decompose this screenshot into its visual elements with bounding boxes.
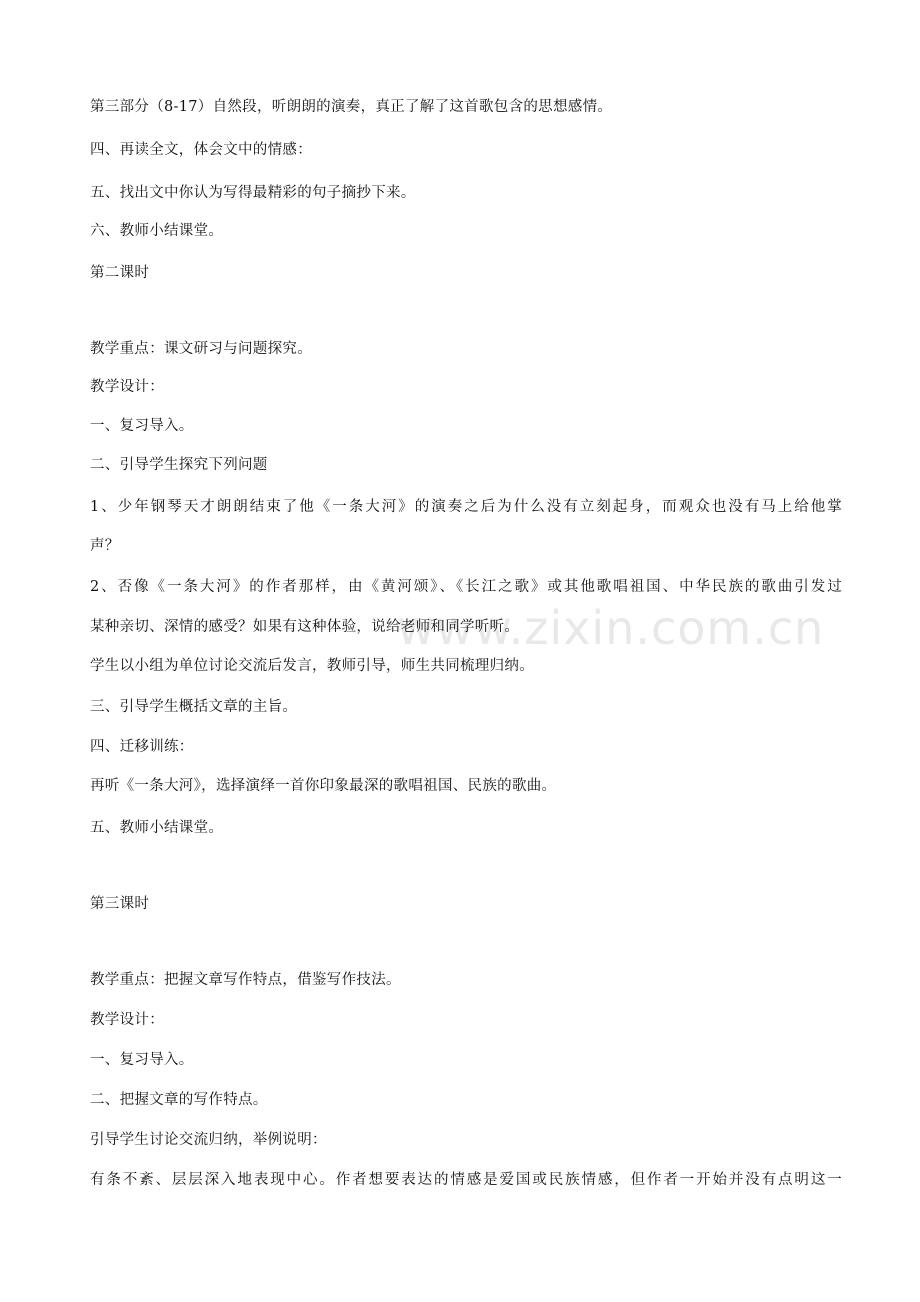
lesson-two-heading: 第二课时 — [90, 265, 150, 281]
question-two-line-two: 某种亲切、深情的感受？如果有这种体验，说给老师和同学听听。 — [90, 619, 520, 635]
lesson-three-focus: 教学重点：把握文章写作特点，借鉴写作技法。 — [90, 972, 401, 988]
step-six-summary: 六、教师小结课堂。 — [90, 223, 224, 239]
transfer-practice-text: 再听《一条大河》，选择演绎一首你印象最深的歌唱祖国、民族的歌曲。 — [90, 778, 557, 794]
lesson-three-step-two: 二、把握文章的写作特点。 — [90, 1092, 268, 1108]
lesson-three-heading: 第三课时 — [90, 896, 150, 912]
step-five-excerpt: 五、找出文中你认为写得最精彩的句子摘抄下来。 — [90, 185, 416, 201]
lesson-two-step-three: 三、引导学生概括文章的主旨。 — [90, 699, 298, 715]
lesson-two-step-two: 二、引导学生探究下列问题 — [90, 457, 268, 473]
lesson-two-step-four: 四、迁移训练： — [90, 739, 194, 755]
lesson-two-step-five: 五、教师小结课堂。 — [90, 820, 224, 836]
lesson-two-focus: 教学重点：课文研习与问题探究。 — [90, 341, 312, 357]
lesson-three-analysis: 有条不紊、层层深入地表现中心。作者想要表达的情感是爱国或民族情感，但作者一开始并没有点明这一 — [90, 1172, 842, 1188]
step-four-reread: 四、再读全文，体会文中的情感： — [90, 142, 312, 158]
question-one-line-one: 1、少年钢琴天才朗朗结束了他《一条大河》的演奏之后为什么没有立刻起身，而观众也没有马上给他掌 — [90, 499, 842, 515]
group-discussion-note: 学生以小组为单位讨论交流后发言，教师引导，师生共同梳理归纳。 — [90, 658, 534, 674]
lesson-three-design-label: 教学设计： — [90, 1012, 164, 1028]
lesson-two-design-label: 教学设计： — [90, 379, 164, 395]
lesson-three-guide: 引导学生讨论交流归纳，举例说明： — [90, 1132, 327, 1148]
lesson-three-step-one: 一、复习导入。 — [90, 1052, 194, 1068]
lesson-two-step-one: 一、复习导入。 — [90, 418, 194, 434]
question-two-line-one: 2、否像《一条大河》的作者那样，由《黄河颂》、《长江之歌》或其他歌唱祖国、中华民族的歌曲引发过 — [90, 579, 842, 595]
question-one-line-two: 声？ — [90, 538, 120, 554]
watermark: www.zixin.com.cn — [397, 601, 825, 655]
paragraph-part-three: 第三部分（8-17）自然段，听朗朗的演奏，真正了解了这首歌包含的思想感情。 — [90, 99, 613, 115]
